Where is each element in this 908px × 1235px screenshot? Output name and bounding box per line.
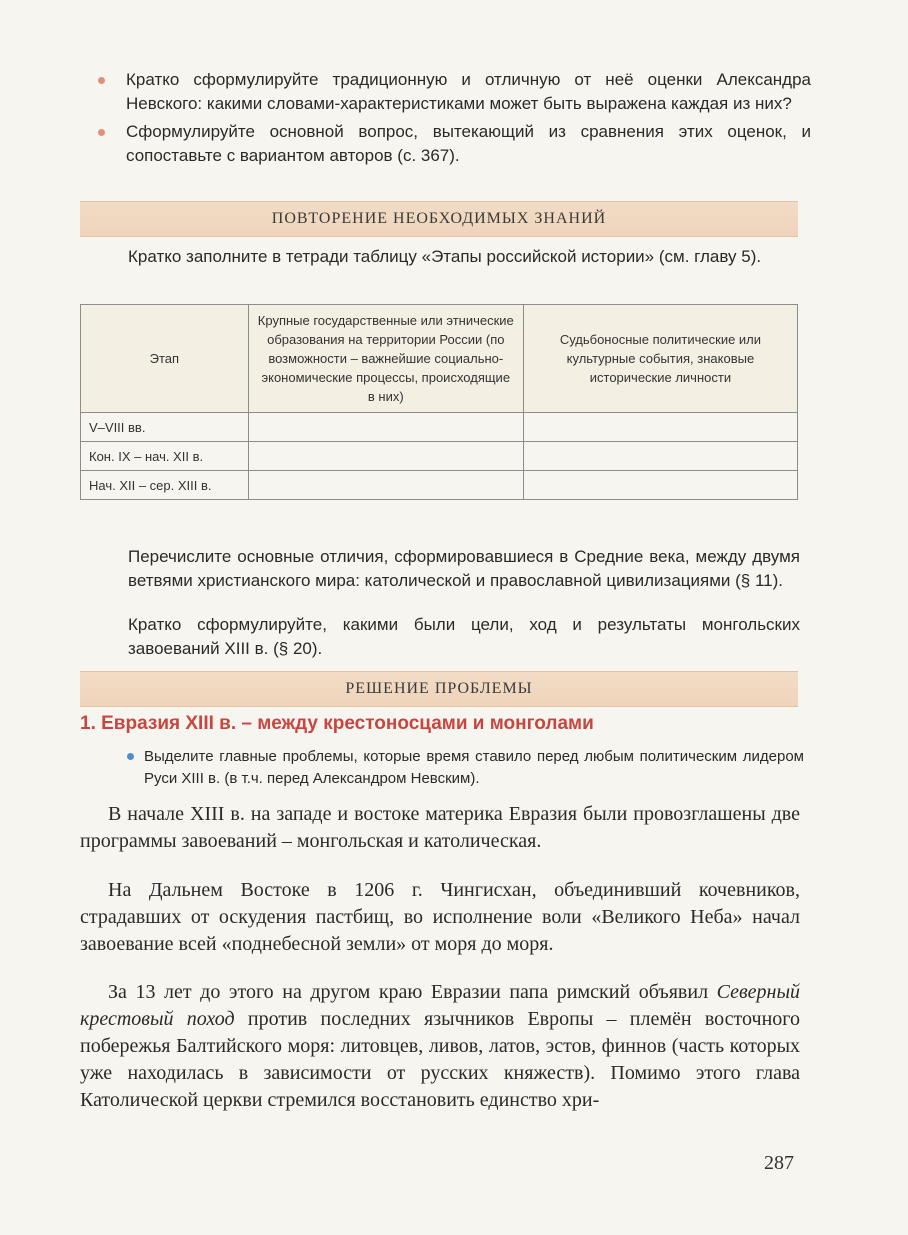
- table-row-stage: Нач. XII – сер. XIII в.: [81, 471, 249, 500]
- body-paragraph-1: В начале XIII в. на западе и востоке материка Евразия были провозглашены две программы завоеваний – монгольская и католическая.: [80, 803, 800, 852]
- table-cell-empty: [523, 442, 797, 471]
- table-row: [81, 471, 798, 500]
- table-cell-empty: [248, 413, 523, 442]
- table-row-stage: V–VIII вв.: [81, 413, 249, 442]
- page-number: 287: [764, 1152, 794, 1174]
- top-bullet-list: [96, 68, 811, 172]
- table-row: [81, 413, 798, 442]
- table-row-stage: Кон. IX – нач. XII в.: [81, 442, 249, 471]
- bullet-dot-icon: [127, 753, 134, 760]
- table-cell-empty: [523, 413, 797, 442]
- question-item: [144, 746, 804, 790]
- question-text: Выделите главные проблемы, которые время ставило перед любым политическим лидером Руси XIII в. (в т.ч. перед Александром Невским).: [144, 748, 804, 787]
- stages-table: [80, 304, 798, 500]
- bullet-item: [96, 120, 811, 168]
- table-cell-empty: [248, 471, 523, 500]
- bullet-text: Сформулируйте основной вопрос, вытекающий из сравнения этих оценок, и сопоставьте с вариантом авторов (с. 367).: [126, 122, 811, 165]
- bullet-dot-icon: [98, 129, 105, 136]
- task-mongol-conquests: Кратко сформулируйте, какими были цели, ход и результаты монгольских завоеваний XIII в. (§ 20).: [128, 615, 800, 658]
- section-band-problem: [80, 671, 798, 707]
- chapter-heading: 1. Евразия XIII в. – между крестоносцами и монголами: [80, 713, 594, 734]
- bullet-item: [96, 68, 811, 116]
- bullet-dot-icon: [98, 77, 105, 84]
- section-title-repeat: ПОВТОРЕНИЕ НЕОБХОДИМЫХ ЗНАНИЙ: [271, 210, 607, 227]
- para3-italic-term: Северный крестовый поход: [80, 981, 800, 1030]
- table-cell-empty: [523, 471, 797, 500]
- table-row: [81, 442, 798, 471]
- section-band-repeat: [80, 201, 798, 237]
- bullet-text: Кратко сформулируйте традиционную и отличную от неё оценки Александра Невского: какими словами-характеристиками может быть выражена каждая из них?: [126, 70, 811, 113]
- table-instruction: Кратко заполните в тетради таблицу «Этапы российской истории» (см. главу 5).: [128, 247, 762, 266]
- table-header-events: Судьбоносные политические или культурные события, знаковые исторические личности: [523, 305, 797, 413]
- table-header-row: [81, 305, 798, 413]
- table-cell-empty: [248, 442, 523, 471]
- task-differences: Перечислите основные отличия, сформировавшиеся в Средние века, между двумя ветвями христианского мира: католической и православной цивилизациями (§ 11).: [128, 547, 800, 590]
- para3-start: За 13 лет до этого на другом краю Евразии папа римский объявил: [108, 981, 717, 1003]
- body-paragraph-3: [80, 979, 800, 1114]
- section-title-problem: РЕШЕНИЕ ПРОБЛЕМЫ: [345, 680, 533, 697]
- table-header-formations: Крупные государственные или этнические образования на территории России (по возможности – важнейшие социально-экономические процессы, происходящие в них): [248, 305, 523, 413]
- body-paragraph-2: На Дальнем Востоке в 1206 г. Чингисхан, объединивший кочевников, страдавших от оскудения пастбищ, во исполнение воли «Великого Неба» начал завоевание всей «поднебесной земли» от моря до моря.: [80, 879, 800, 955]
- table-header-stage: Этап: [81, 305, 249, 413]
- para3-end: против последних язычников Европы – племён восточного побережья Балтийского моря: литовцев, ливов, латов, эстов, финнов (часть которых уже находилась в зависимости от русских княжеств). Помимо этого глава Католической церкви стремился восстановить единство хри-: [80, 1008, 800, 1111]
